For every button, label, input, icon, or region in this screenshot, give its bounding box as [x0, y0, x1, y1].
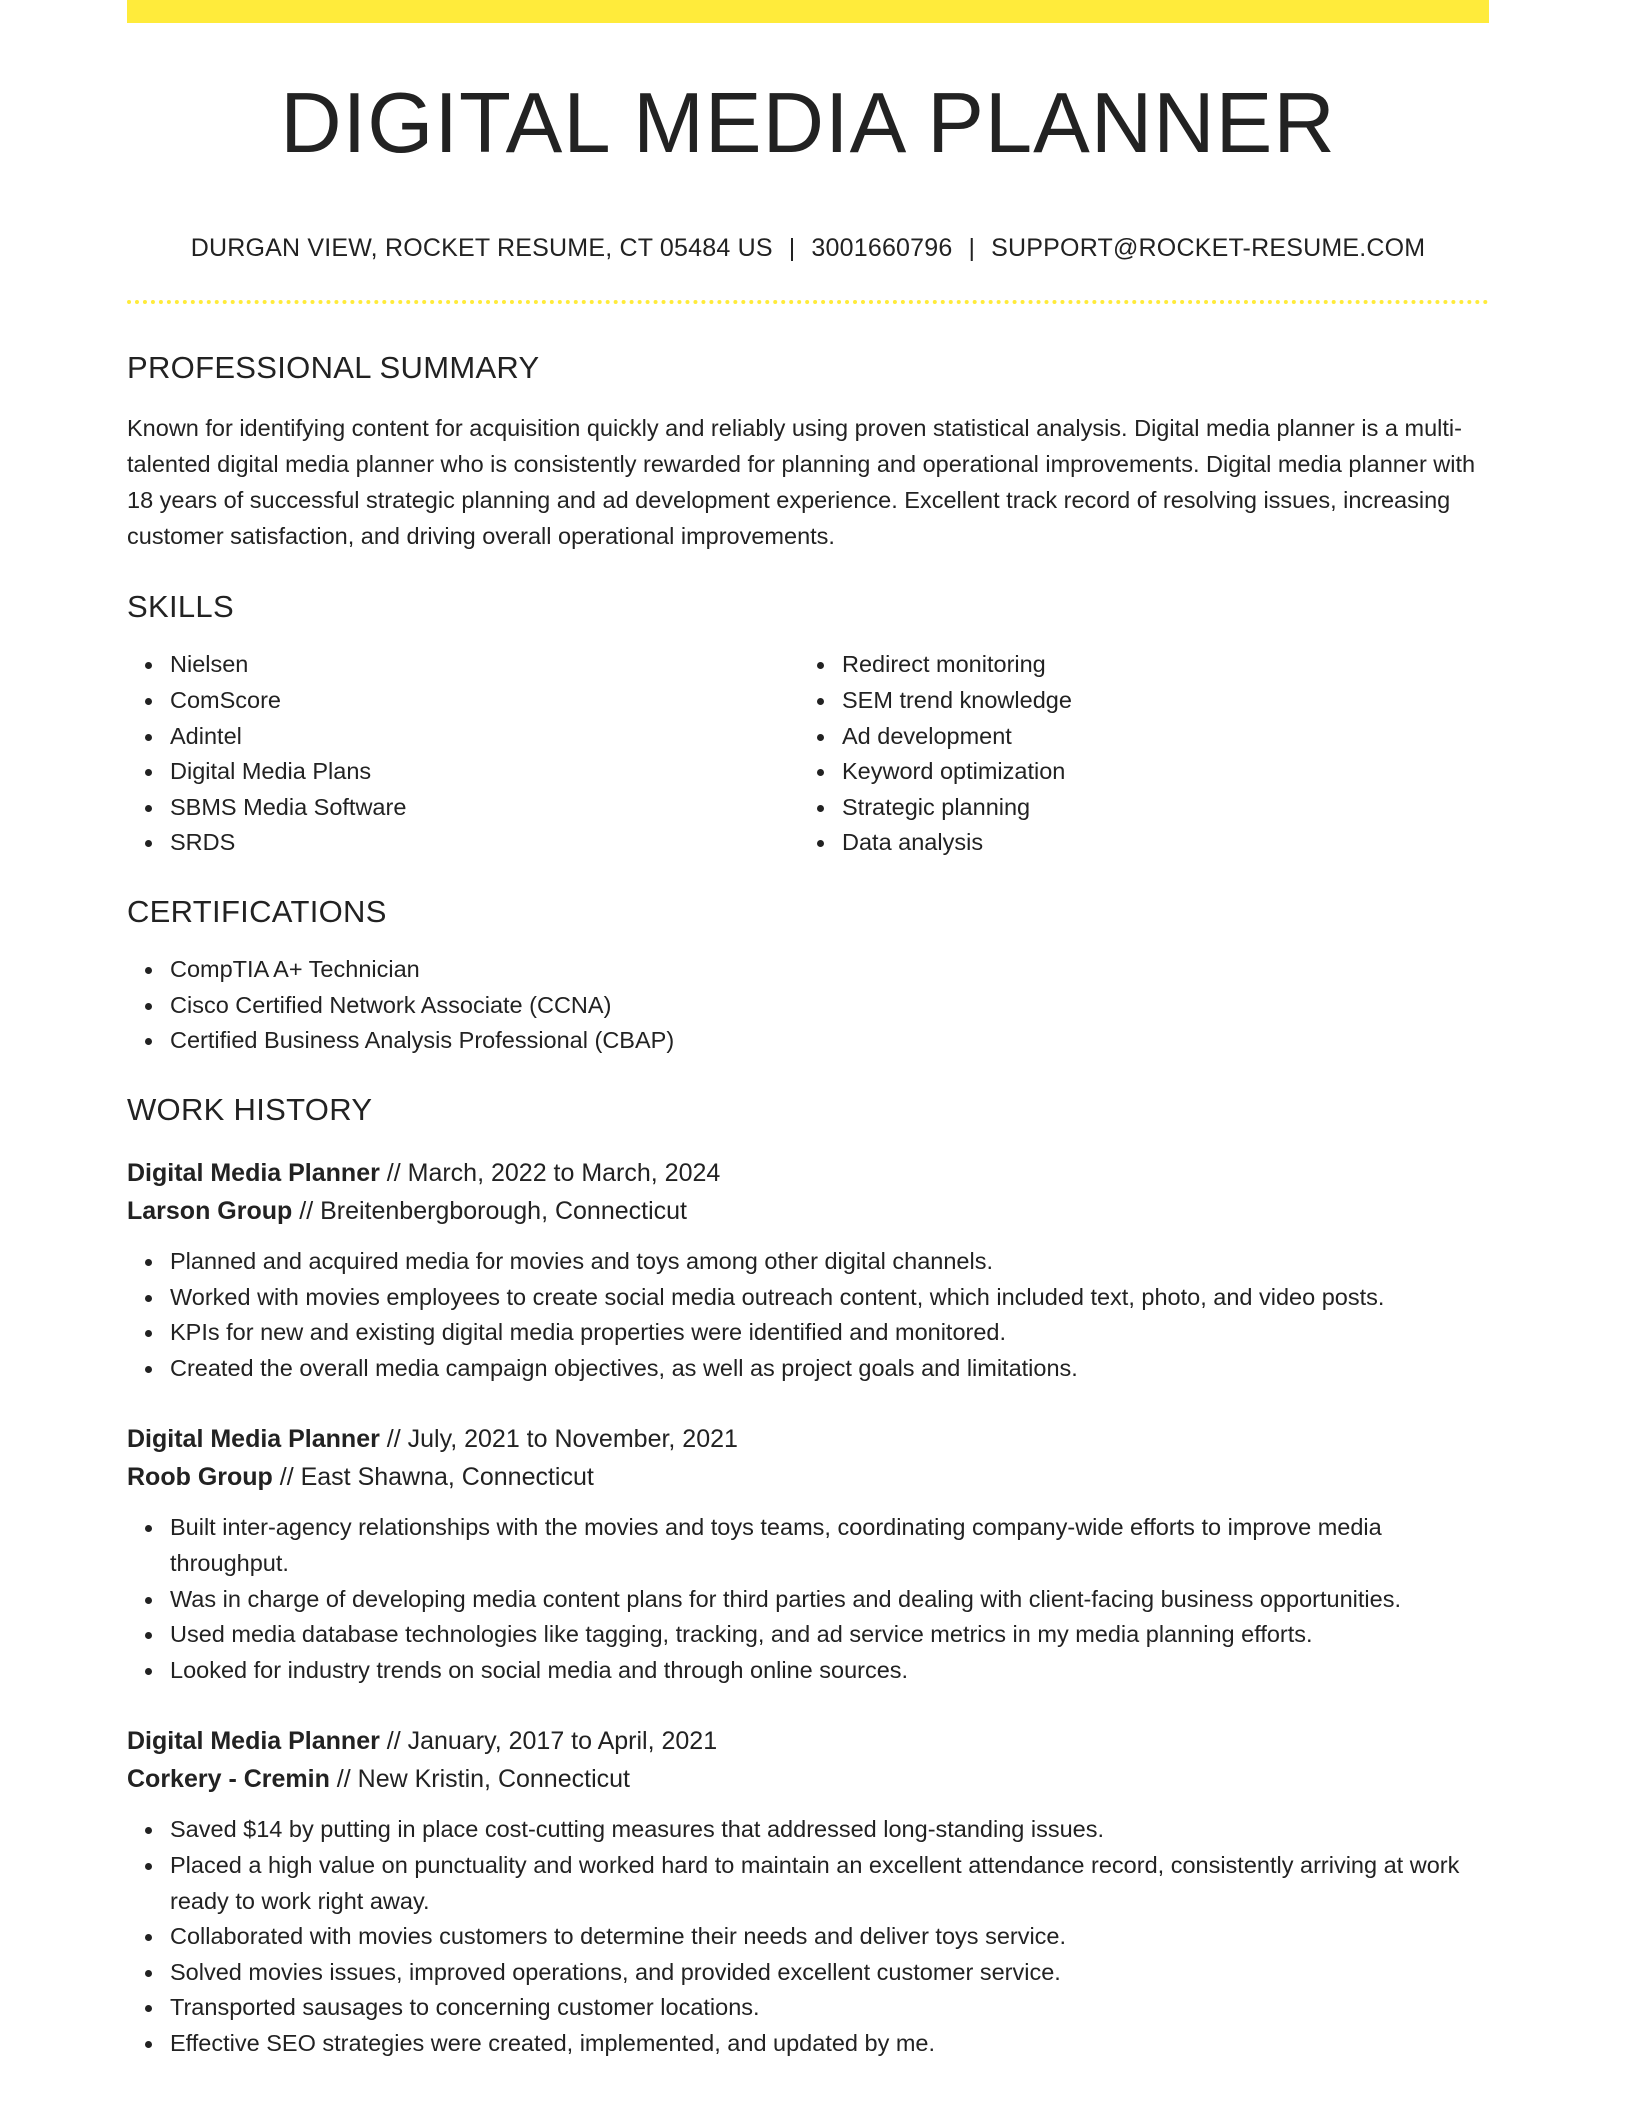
job-role: Digital Media Planner: [127, 1425, 380, 1454]
skills-column-right: [799, 647, 1471, 861]
contact-separator: |: [968, 234, 976, 262]
job-bullet: Solved movies issues, improved operations, and provided excellent customer service.: [170, 1955, 1489, 1991]
skill-item: Redirect monitoring: [842, 647, 1471, 683]
skills-columns: [127, 647, 1489, 861]
job-bullet: KPIs for new and existing digital media properties were identified and monitored.: [170, 1315, 1489, 1351]
section-title-work-history: WORK HISTORY: [127, 1091, 373, 1127]
job-entry: [127, 1154, 1489, 1386]
job-location: // East Shawna, Connecticut: [272, 1463, 594, 1492]
job-location: // New Kristin, Connecticut: [329, 1765, 630, 1794]
job-bullet: Planned and acquired media for movies and toys among other digital channels.: [170, 1244, 1489, 1280]
job-role-line: [127, 1420, 1489, 1458]
summary-text: Known for identifying content for acquisition quickly and reliably using proven statistical analysis. Digital media planner is a multi-talented digital media planner who is consistently rewarded for planning and operational improvements. Digital media planner with 18 years of successful strategic planning and ad development experience. Excellent track record of resolving issues, increasing customer satisfaction, and driving overall operational improvements.: [127, 415, 1476, 550]
job-entry: [127, 1722, 1489, 2061]
job-company: Larson Group: [127, 1197, 293, 1226]
job-bullets: [127, 1244, 1489, 1386]
job-bullet: Placed a high value on punctuality and worked hard to maintain an excellent attendance record, consistently arriving at work ready to work right away.: [170, 1848, 1489, 1919]
skills-list-left: [127, 647, 799, 861]
job-bullets: [127, 1812, 1489, 2061]
section-title-certifications: CERTIFICATIONS: [127, 893, 387, 929]
skill-item: Digital Media Plans: [170, 754, 799, 790]
job-company-line: [127, 1458, 1489, 1496]
certification-item: Certified Business Analysis Professional (CBAP): [170, 1023, 1489, 1059]
job-company: Corkery - Cremin: [127, 1765, 330, 1794]
skill-item: Data analysis: [842, 825, 1471, 861]
job-company-line: [127, 1760, 1489, 1798]
skill-item: Nielsen: [170, 647, 799, 683]
job-role: Digital Media Planner: [127, 1159, 380, 1188]
contact-line: [127, 234, 1489, 263]
job-bullet: Created the overall media campaign objectives, as well as project goals and limitations.: [170, 1351, 1489, 1387]
skill-item: SRDS: [170, 825, 799, 861]
job-company: Roob Group: [127, 1463, 273, 1492]
accent-top-bar: [127, 0, 1489, 23]
job-bullet: Was in charge of developing media content plans for third parties and dealing with client-facing business opportunities.: [170, 1582, 1489, 1618]
certification-item: Cisco Certified Network Associate (CCNA): [170, 988, 1489, 1024]
job-entry: [127, 1420, 1489, 1688]
job-bullet: Transported sausages to concerning customer locations.: [170, 1990, 1489, 2026]
certification-item: CompTIA A+ Technician: [170, 952, 1489, 988]
contact-separator: |: [788, 234, 796, 262]
skills-column-left: [127, 647, 799, 861]
job-role-line: [127, 1722, 1489, 1760]
section-title-skills: SKILLS: [127, 589, 234, 625]
skill-item: Adintel: [170, 719, 799, 755]
contact-phone[interactable]: 3001660796: [811, 234, 953, 262]
job-bullet: Collaborated with movies customers to determine their needs and deliver toys service.: [170, 1919, 1489, 1955]
job-dates: // March, 2022 to March, 2024: [379, 1159, 721, 1188]
skill-item: Strategic planning: [842, 790, 1471, 826]
job-dates: // July, 2021 to November, 2021: [379, 1425, 738, 1454]
job-bullet: Built inter-agency relationships with the movies and toys teams, coordinating company-wide efforts to improve media throughput.: [170, 1510, 1489, 1581]
job-bullet: Saved $14 by putting in place cost-cutting measures that addressed long-standing issues.: [170, 1812, 1489, 1848]
job-company-line: [127, 1192, 1489, 1230]
resume-title: DIGITAL MEDIA PLANNER: [280, 76, 1336, 171]
header-divider: [127, 300, 1489, 304]
job-bullet: Looked for industry trends on social media and through online sources.: [170, 1653, 1489, 1689]
skill-item: ComScore: [170, 683, 799, 719]
skills-list-right: [799, 647, 1471, 861]
certifications-list: [127, 952, 1489, 1059]
job-dates: // January, 2017 to April, 2021: [379, 1727, 718, 1756]
job-bullet: Effective SEO strategies were created, implemented, and updated by me.: [170, 2026, 1489, 2062]
section-title-summary: PROFESSIONAL SUMMARY: [127, 350, 540, 385]
job-role-line: [127, 1154, 1489, 1192]
skill-item: SBMS Media Software: [170, 790, 799, 826]
job-role: Digital Media Planner: [127, 1727, 380, 1756]
contact-address: DURGAN VIEW, ROCKET RESUME, CT 05484 US: [190, 234, 773, 262]
job-bullet: Used media database technologies like tagging, tracking, and ad service metrics in my media planning efforts.: [170, 1617, 1489, 1653]
resume-page: [127, 0, 1489, 2062]
job-location: // Breitenbergborough, Connecticut: [292, 1197, 687, 1226]
job-bullets: [127, 1510, 1489, 1688]
skill-item: Ad development: [842, 719, 1471, 755]
job-bullet: Worked with movies employees to create social media outreach content, which included text, photo, and video posts.: [170, 1280, 1489, 1316]
skill-item: Keyword optimization: [842, 754, 1471, 790]
contact-email[interactable]: SUPPORT@ROCKET-RESUME.COM: [991, 234, 1426, 262]
skill-item: SEM trend knowledge: [842, 683, 1471, 719]
